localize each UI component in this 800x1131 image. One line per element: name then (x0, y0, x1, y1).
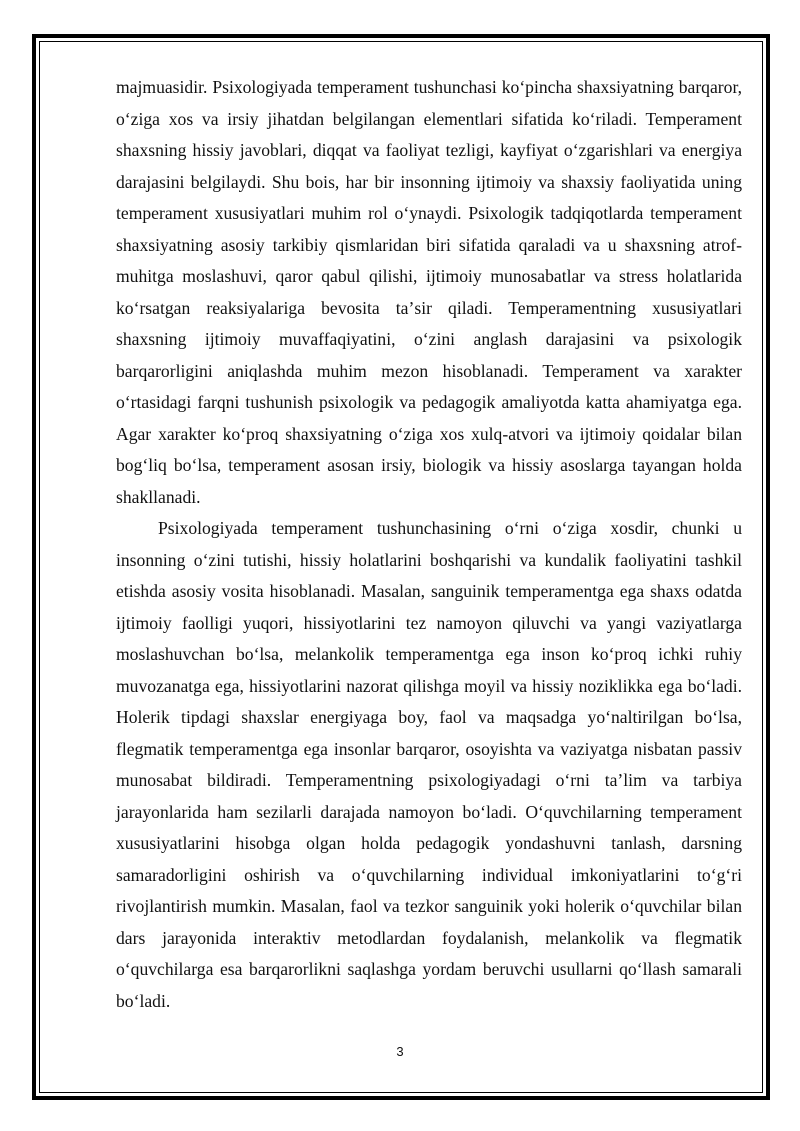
paragraph-2: Psixologiyada temperament tushunchasining oʻrni oʻziga xosdir, chunki u insonning oʻzini tutishi, hissiy holatlarini boshqarishi va kundalik faoliyatini tashkil etishda asosiy vosita hisoblanadi. Masalan, sanguinik temperamentga ega shaxs odatda ijtimoiy faolligi yuqori, hissiyotlarini tez namoyon qiluvchi va yangi vaziyatlarga moslashuvchan boʻlsa, melankolik temperamentga ega inson koʻproq ichki ruhiy muvozanatga ega, hissiyotlarini nazorat qilishga moyil va hissiy noziklikka ega boʻladi. Holerik tipdagi shaxslar energiyaga boy, faol va maqsadga yoʻnaltirilgan boʻlsa, flegmatik temperamentga ega insonlar barqaror, osoyishta va vaziyatga nisbatan passiv munosabat bildiradi. Temperamentning psixologiyadagi oʻrni taʼlim va tarbiya jarayonlarida ham sezilarli darajada namoyon boʻladi. Oʻquvchilarning temperament xususiyatlarini hisobga olgan holda pedagogik yondashuvni tanlash, darsning samaradorligini oshirish va oʻquvchilarning individual imkoniyatlarini toʻgʻri rivojlantirish mumkin. Masalan, faol va tezkor sanguinik yoki holerik oʻquvchilar bilan dars jarayonida interaktiv metodlardan foydalanish, melankolik va flegmatik oʻquvchilarga esa barqarorlikni saqlashga yordam beruvchi usullarni qoʻllash samarali boʻladi. (116, 518, 742, 1011)
page-number: 3 (396, 1044, 404, 1059)
document-body (116, 72, 742, 1017)
paragraph-1: majmuasidir. Psixologiyada temperament tushunchasi koʻpincha shaxsiyatning barqaror, oʻziga xos va irsiy jihatdan belgilangan elementlari sifatida koʻriladi. Temperament shaxsning hissiy javoblari, diqqat va faoliyat tezligi, kayfiyat oʻzgarishlari va energiya darajasini belgilaydi. Shu bois, har bir insonning ijtimoiy va shaxsiy faoliyatida uning temperament xususiyatlari muhim rol oʻynaydi. Psixologik tadqiqotlarda temperament shaxsiyatning asosiy tarkibiy qismlaridan biri sifatida qaraladi va u shaxsning atrof-muhitga moslashuvi, qaror qabul qilishi, ijtimoiy munosabatlar va stress holatlarida koʻrsatgan reaksiyalariga bevosita taʼsir qiladi. Temperamentning xususiyatlari shaxsning ijtimoiy muvaffaqiyatini, oʻzini anglash darajasini va psixologik barqarorligini aniqlashda muhim mezon hisoblanadi. Temperament va xarakter oʻrtasidagi farqni tushunish psixologik va pedagogik amaliyotda katta ahamiyatga ega. Agar xarakter koʻproq shaxsiyatning oʻziga xos xulq-atvori va ijtimoiy qoidalar bilan bogʻliq boʻlsa, temperament asosan irsiy, biologik va hissiy asoslarga tayangan holda shakllanadi. (116, 77, 742, 507)
